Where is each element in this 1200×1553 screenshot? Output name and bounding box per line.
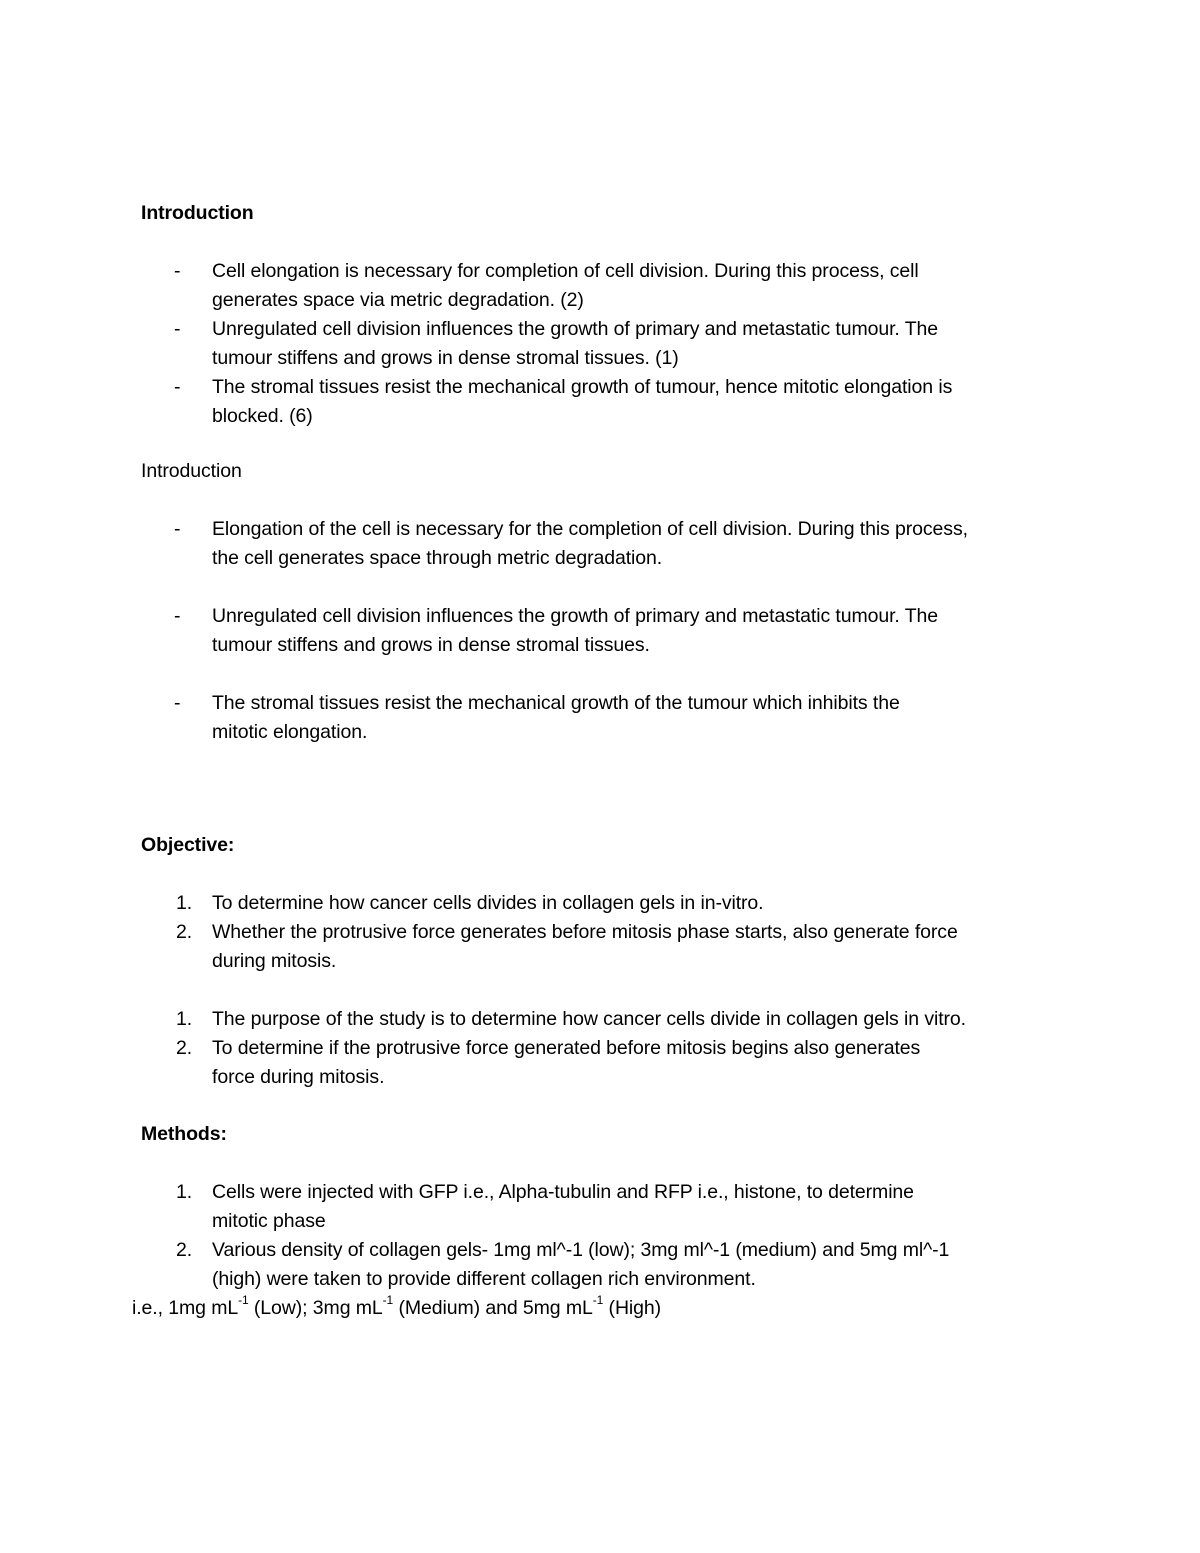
- dash-marker: -: [174, 692, 181, 714]
- intro-section-1: [141, 199, 1081, 431]
- intro1-item-1: [141, 257, 1081, 315]
- rewrite-sup-2: -1: [382, 1293, 394, 1307]
- number-marker: 1.: [176, 1181, 193, 1203]
- intro2-item-3-line-1: The stromal tissues resist the mechanical growth of the tumour which inhibits the: [212, 692, 900, 714]
- dash-marker: -: [174, 318, 181, 340]
- intro1-item-3-line-1: The stromal tissues resist the mechanical growth of tumour, hence mitotic elongation is: [212, 376, 953, 398]
- rewrite-part-3: (Medium) and 5mg mL: [398, 1297, 593, 1319]
- intro-section-2: [141, 457, 1081, 747]
- intro2-item-2: [141, 602, 1081, 660]
- methods-item-2-line-1: Various density of collagen gels- 1mg ml^-1 (low); 3mg ml^-1 (medium) and 5mg ml^-1: [212, 1239, 950, 1261]
- intro2-item-3: [141, 689, 1081, 747]
- intro2-item-2-line-2: tumour stiffens and grows in dense stromal tissues.: [212, 634, 650, 656]
- methods-section: [132, 1120, 1081, 1323]
- intro-heading-2: Introduction: [141, 460, 242, 482]
- intro1-item-2-line-1: Unregulated cell division influences the growth of primary and metastatic tumour. The: [212, 318, 939, 340]
- intro1-item-1-line-2: generates space via metric degradation. (2): [212, 289, 584, 311]
- number-marker: 1.: [176, 892, 193, 914]
- number-marker: 1.: [176, 1008, 193, 1030]
- intro2-item-2-line-1: Unregulated cell division influences the growth of primary and metastatic tumour. The: [212, 605, 939, 627]
- objective-list1-item-2-line-1: Whether the protrusive force generates before mitosis phase starts, also generate force: [212, 921, 958, 943]
- methods-rewrite-line: [132, 1294, 1081, 1323]
- intro1-item-2-line-2: tumour stiffens and grows in dense stromal tissues. (1): [212, 347, 679, 369]
- objective-list1-item-2: [141, 918, 1081, 976]
- methods-item-2: [141, 1236, 1081, 1294]
- rewrite-part-4: (High): [608, 1297, 662, 1319]
- objective-list2-item-2-line-2: force during mitosis.: [212, 1066, 385, 1088]
- rewrite-prefix: i.e., 1mg mL: [132, 1297, 239, 1319]
- number-marker: 2.: [176, 921, 193, 943]
- intro1-item-1-line-1: Cell elongation is necessary for completion of cell division. During this process, cell: [212, 260, 919, 282]
- objective-list1-item-1: [141, 889, 1081, 918]
- methods-heading: Methods:: [141, 1123, 227, 1145]
- objective-list2-item-1: [141, 1005, 1081, 1034]
- methods-item-1-line-2: mitotic phase: [212, 1210, 326, 1232]
- objective-list1-item-1-line-1: To determine how cancer cells divides in collagen gels in in-vitro.: [212, 892, 764, 914]
- intro1-item-3: [141, 373, 1081, 431]
- intro2-item-1-line-1: Elongation of the cell is necessary for the completion of cell division. During this process,: [212, 518, 968, 540]
- intro1-item-3-line-2: blocked. (6): [212, 405, 313, 427]
- number-marker: 2.: [176, 1239, 193, 1261]
- objective-heading: Objective:: [141, 834, 235, 856]
- intro1-item-2: [141, 315, 1081, 373]
- dash-marker: -: [174, 605, 181, 627]
- rewrite-part-2: (Low); 3mg mL: [253, 1297, 383, 1319]
- rewrite-sup-1: -1: [238, 1293, 249, 1307]
- methods-item-1: [141, 1178, 1081, 1236]
- rewrite-sup-3: -1: [592, 1293, 604, 1307]
- number-marker: 2.: [176, 1037, 193, 1059]
- objective-list1-item-2-line-2: during mitosis.: [212, 950, 337, 972]
- intro2-item-3-line-2: mitotic elongation.: [212, 721, 368, 743]
- dash-marker: -: [174, 376, 181, 398]
- methods-item-1-line-1: Cells were injected with GFP i.e., Alpha-tubulin and RFP i.e., histone, to determine: [212, 1181, 914, 1203]
- objective-section: [141, 831, 1081, 1092]
- intro2-item-1: [141, 515, 1081, 573]
- dash-marker: -: [174, 260, 181, 282]
- dash-marker: -: [174, 518, 181, 540]
- intro-heading-1: Introduction: [141, 202, 254, 224]
- intro2-item-1-line-2: the cell generates space through metric degradation.: [212, 547, 663, 569]
- objective-list2-item-2-line-1: To determine if the protrusive force generated before mitosis begins also generates: [212, 1037, 921, 1059]
- objective-list2-item-1-line-1: The purpose of the study is to determine how cancer cells divide in collagen gels in vitro.: [212, 1008, 966, 1030]
- methods-item-2-line-2: (high) were taken to provide different collagen rich environment.: [212, 1268, 756, 1290]
- objective-list2-item-2: [141, 1034, 1081, 1092]
